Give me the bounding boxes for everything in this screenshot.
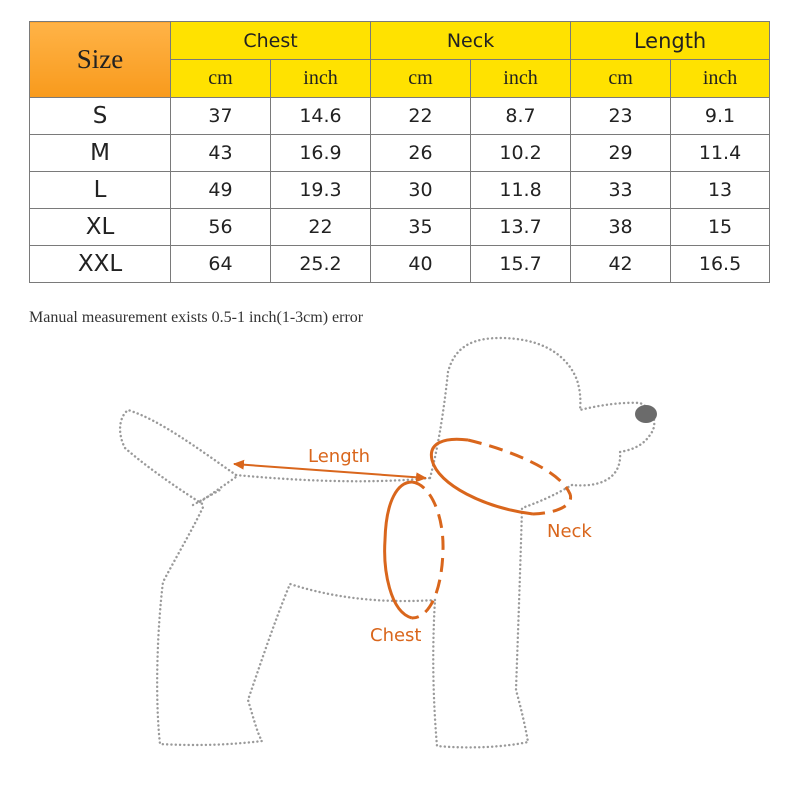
nose-icon: [635, 405, 657, 423]
neck-inch-cell: 8.7: [471, 98, 571, 135]
neck-cm-cell: 40: [371, 246, 471, 283]
chest-inch-cell: 19.3: [271, 172, 371, 209]
chest-inch-cell: 14.6: [271, 98, 371, 135]
length-inch-cell: 9.1: [671, 98, 770, 135]
neck-inch-cell: 10.2: [471, 135, 571, 172]
neck-inch-cell: 15.7: [471, 246, 571, 283]
length-measure: [234, 446, 426, 478]
size-cell: L: [30, 172, 171, 209]
chest-inch-cell: 25.2: [271, 246, 371, 283]
length-inch-cell: 11.4: [671, 135, 770, 172]
chest-cm-cell: 37: [171, 98, 271, 135]
size-cell: M: [30, 135, 171, 172]
neck-cm-cell: 35: [371, 209, 471, 246]
chest-header: Chest: [171, 22, 371, 60]
length-label: Length: [308, 446, 371, 467]
length-cm-cell: 29: [571, 135, 671, 172]
length-header: Length: [571, 22, 770, 60]
dog-measurement-diagram: [0, 330, 800, 800]
chest-cm-cell: 43: [171, 135, 271, 172]
neck-inch-header: inch: [471, 60, 571, 98]
length-cm-cell: 42: [571, 246, 671, 283]
chest-inch-cell: 22: [271, 209, 371, 246]
chest-measure: [385, 482, 443, 618]
chest-cm-header: cm: [171, 60, 271, 98]
neck-cm-cell: 30: [371, 172, 471, 209]
length-cm-cell: 38: [571, 209, 671, 246]
table-row: [30, 246, 770, 283]
neck-label: Neck: [547, 521, 592, 542]
size-cell: XXL: [30, 246, 171, 283]
dog-outline: [120, 338, 654, 747]
chest-inch-header: inch: [271, 60, 371, 98]
size-cell: XL: [30, 209, 171, 246]
neck-measure: [431, 439, 570, 514]
table-row: [30, 98, 770, 135]
size-header: Size: [30, 22, 171, 98]
length-cm-cell: 23: [571, 98, 671, 135]
length-cm-cell: 33: [571, 172, 671, 209]
size-cell: S: [30, 98, 171, 135]
neck-inch-cell: 13.7: [471, 209, 571, 246]
length-inch-header: inch: [671, 60, 770, 98]
length-inch-cell: 15: [671, 209, 770, 246]
table-row: [30, 172, 770, 209]
length-cm-header: cm: [571, 60, 671, 98]
chest-cm-cell: 49: [171, 172, 271, 209]
chest-cm-cell: 64: [171, 246, 271, 283]
length-inch-cell: 13: [671, 172, 770, 209]
chest-inch-cell: 16.9: [271, 135, 371, 172]
table-row: [30, 135, 770, 172]
neck-header: Neck: [371, 22, 571, 60]
chest-cm-cell: 56: [171, 209, 271, 246]
measurement-note: Manual measurement exists 0.5-1 inch(1-3cm) error: [29, 309, 364, 326]
neck-cm-header: cm: [371, 60, 471, 98]
chest-label: Chest: [370, 625, 422, 646]
length-inch-cell: 16.5: [671, 246, 770, 283]
table-row: [30, 209, 770, 246]
neck-cm-cell: 22: [371, 98, 471, 135]
neck-cm-cell: 26: [371, 135, 471, 172]
size-chart-table: [29, 21, 770, 283]
neck-inch-cell: 11.8: [471, 172, 571, 209]
